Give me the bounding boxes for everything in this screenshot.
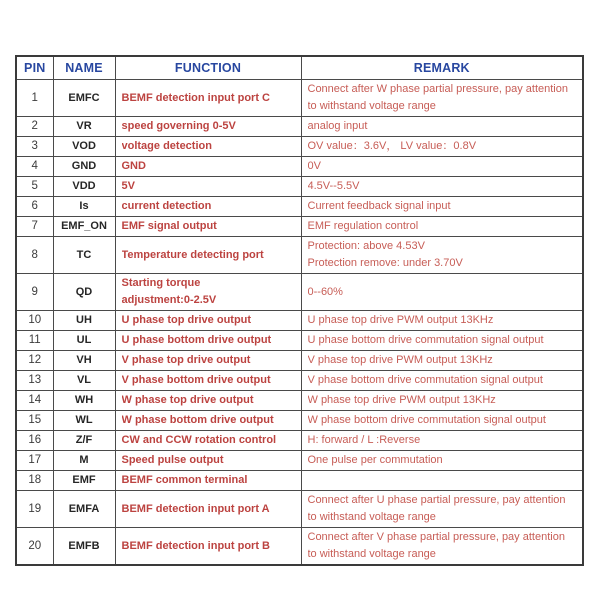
- table-row: [16, 274, 583, 311]
- function-cell: [115, 491, 301, 528]
- function-line: W phase top drive output: [121, 394, 254, 406]
- pin-cell: 10: [16, 311, 53, 331]
- remark-cell: [301, 137, 583, 157]
- table-row: [16, 237, 583, 274]
- function-cell: [115, 177, 301, 197]
- remark-cell: [301, 237, 583, 274]
- table-row: [16, 197, 583, 217]
- function-line: EMF signal output: [121, 220, 217, 232]
- remark-cell: [301, 157, 583, 177]
- table-row: [16, 80, 583, 117]
- function-line: Speed pulse output: [121, 454, 224, 466]
- function-line: W phase bottom drive output: [121, 414, 274, 426]
- table-body: [16, 80, 583, 566]
- header-pin: PIN: [16, 56, 53, 80]
- table-row: [16, 491, 583, 528]
- function-line: BEMF detection input port A: [121, 502, 270, 515]
- name-cell: EMF_ON: [53, 217, 115, 237]
- remark-line: Connect after U phase partial pressure, pay attention: [307, 494, 566, 506]
- function-cell: [115, 217, 301, 237]
- function-line: voltage detection: [121, 140, 212, 152]
- remark-line: analog input: [307, 120, 368, 132]
- name-cell: EMFC: [53, 80, 115, 117]
- function-cell: [115, 137, 301, 157]
- function-cell: [115, 391, 301, 411]
- table-row: [16, 117, 583, 137]
- function-cell: [115, 117, 301, 137]
- table-row: [16, 137, 583, 157]
- table-row: [16, 528, 583, 566]
- remark-line: Current feedback signal input: [307, 200, 451, 212]
- function-cell: [115, 411, 301, 431]
- function-cell: [115, 274, 301, 311]
- pin-cell: 15: [16, 411, 53, 431]
- pin-cell: 8: [16, 237, 53, 274]
- function-line: Starting torque: [121, 277, 201, 289]
- pin-cell: 18: [16, 471, 53, 491]
- name-cell: VL: [53, 371, 115, 391]
- pin-cell: 9: [16, 274, 53, 311]
- function-cell: [115, 451, 301, 471]
- function-cell: [115, 431, 301, 451]
- remark-cell: [301, 491, 583, 528]
- function-cell: [115, 237, 301, 274]
- function-line: BEMF common terminal: [121, 474, 248, 486]
- remark-line: Protection remove: under 3.70V: [307, 257, 463, 269]
- remark-line: 0V: [307, 160, 321, 172]
- pin-cell: 1: [16, 80, 53, 117]
- name-cell: UL: [53, 331, 115, 351]
- remark-cell: [301, 471, 583, 491]
- remark-cell: [301, 528, 583, 566]
- name-cell: EMFA: [53, 491, 115, 528]
- remark-line: 0--60%: [307, 285, 343, 298]
- pin-cell: 5: [16, 177, 53, 197]
- header-row: [16, 56, 583, 80]
- function-cell: [115, 157, 301, 177]
- function-line: speed governing 0-5V: [121, 120, 236, 132]
- remark-cell: [301, 117, 583, 137]
- remark-cell: [301, 274, 583, 311]
- name-cell: Is: [53, 197, 115, 217]
- function-cell: [115, 331, 301, 351]
- table-row: [16, 351, 583, 371]
- remark-line: OV value：3.6V， LV value：0.8V: [307, 140, 477, 152]
- function-line: CW and CCW rotation control: [121, 434, 277, 446]
- pin-cell: 12: [16, 351, 53, 371]
- name-cell: EMF: [53, 471, 115, 491]
- name-cell: WH: [53, 391, 115, 411]
- function-cell: [115, 471, 301, 491]
- remark-line: EMF regulation control: [307, 220, 419, 232]
- name-cell: EMFB: [53, 528, 115, 566]
- table-row: [16, 157, 583, 177]
- pin-cell: 7: [16, 217, 53, 237]
- remark-line: Protection: above 4.53V: [307, 240, 425, 252]
- remark-line: W phase top drive PWM output 13KHz: [307, 394, 496, 406]
- pin-cell: 3: [16, 137, 53, 157]
- table-row: [16, 331, 583, 351]
- remark-line: U phase bottom drive commutation signal output: [307, 334, 544, 346]
- function-cell: [115, 528, 301, 566]
- pin-cell: 16: [16, 431, 53, 451]
- name-cell: M: [53, 451, 115, 471]
- remark-line: 4.5V--5.5V: [307, 180, 360, 192]
- remark-cell: [301, 311, 583, 331]
- name-cell: QD: [53, 274, 115, 311]
- pin-cell: 11: [16, 331, 53, 351]
- remark-line: W phase bottom drive commutation signal output: [307, 414, 546, 426]
- function-line: GND: [121, 160, 146, 172]
- pin-cell: 17: [16, 451, 53, 471]
- header-remark: REMARK: [301, 56, 583, 80]
- remark-line: V phase bottom drive commutation signal output: [307, 374, 543, 386]
- name-cell: VDD: [53, 177, 115, 197]
- remark-cell: [301, 177, 583, 197]
- function-line: BEMF detection input port B: [121, 539, 270, 552]
- remark-cell: [301, 451, 583, 471]
- remark-line: V phase top drive PWM output 13KHz: [307, 354, 493, 366]
- pin-description-table: [15, 55, 584, 566]
- remark-cell: [301, 391, 583, 411]
- remark-cell: [301, 80, 583, 117]
- pin-cell: 14: [16, 391, 53, 411]
- remark-line: H: forward / L :Reverse: [307, 434, 421, 446]
- function-line: V phase bottom drive output: [121, 374, 271, 386]
- pin-cell: 20: [16, 528, 53, 566]
- name-cell: UH: [53, 311, 115, 331]
- remark-cell: [301, 351, 583, 371]
- function-line: U phase top drive output: [121, 314, 252, 326]
- table-row: [16, 411, 583, 431]
- function-cell: [115, 371, 301, 391]
- table-row: [16, 217, 583, 237]
- name-cell: WL: [53, 411, 115, 431]
- pin-cell: 19: [16, 491, 53, 528]
- remark-cell: [301, 371, 583, 391]
- function-cell: [115, 197, 301, 217]
- name-cell: TC: [53, 237, 115, 274]
- function-cell: [115, 351, 301, 371]
- table-row: [16, 391, 583, 411]
- table-header: [16, 56, 583, 80]
- function-cell: [115, 311, 301, 331]
- remark-cell: [301, 411, 583, 431]
- table-row: [16, 311, 583, 331]
- remark-cell: [301, 431, 583, 451]
- function-line: current detection: [121, 200, 212, 212]
- remark-cell: [301, 331, 583, 351]
- pin-cell: 4: [16, 157, 53, 177]
- function-line: U phase bottom drive output: [121, 334, 272, 346]
- remark-line: U phase top drive PWM output 13KHz: [307, 314, 494, 326]
- table-row: [16, 177, 583, 197]
- remark-line: to withstand voltage range: [307, 511, 436, 523]
- name-cell: VOD: [53, 137, 115, 157]
- remark-line: Connect after W phase partial pressure, pay attention: [307, 83, 568, 95]
- name-cell: GND: [53, 157, 115, 177]
- header-name: NAME: [53, 56, 115, 80]
- function-line: V phase top drive output: [121, 354, 251, 366]
- table-row: [16, 471, 583, 491]
- pin-cell: 2: [16, 117, 53, 137]
- function-line: Temperature detecting port: [121, 248, 264, 261]
- name-cell: VR: [53, 117, 115, 137]
- table-row: [16, 431, 583, 451]
- function-line: BEMF detection input port C: [121, 91, 270, 104]
- pin-cell: 6: [16, 197, 53, 217]
- remark-line: One pulse per commutation: [307, 454, 443, 466]
- function-cell: [115, 80, 301, 117]
- function-line: 5V: [121, 180, 135, 192]
- remark-cell: [301, 217, 583, 237]
- table-row: [16, 451, 583, 471]
- function-line: adjustment:0-2.5V: [121, 294, 217, 306]
- remark-line: to withstand voltage range: [307, 548, 436, 560]
- header-function: FUNCTION: [115, 56, 301, 80]
- pin-cell: 13: [16, 371, 53, 391]
- name-cell: VH: [53, 351, 115, 371]
- name-cell: Z/F: [53, 431, 115, 451]
- remark-cell: [301, 197, 583, 217]
- remark-line: to withstand voltage range: [307, 100, 436, 112]
- remark-line: Connect after V phase partial pressure, pay attention: [307, 531, 565, 543]
- table-row: [16, 371, 583, 391]
